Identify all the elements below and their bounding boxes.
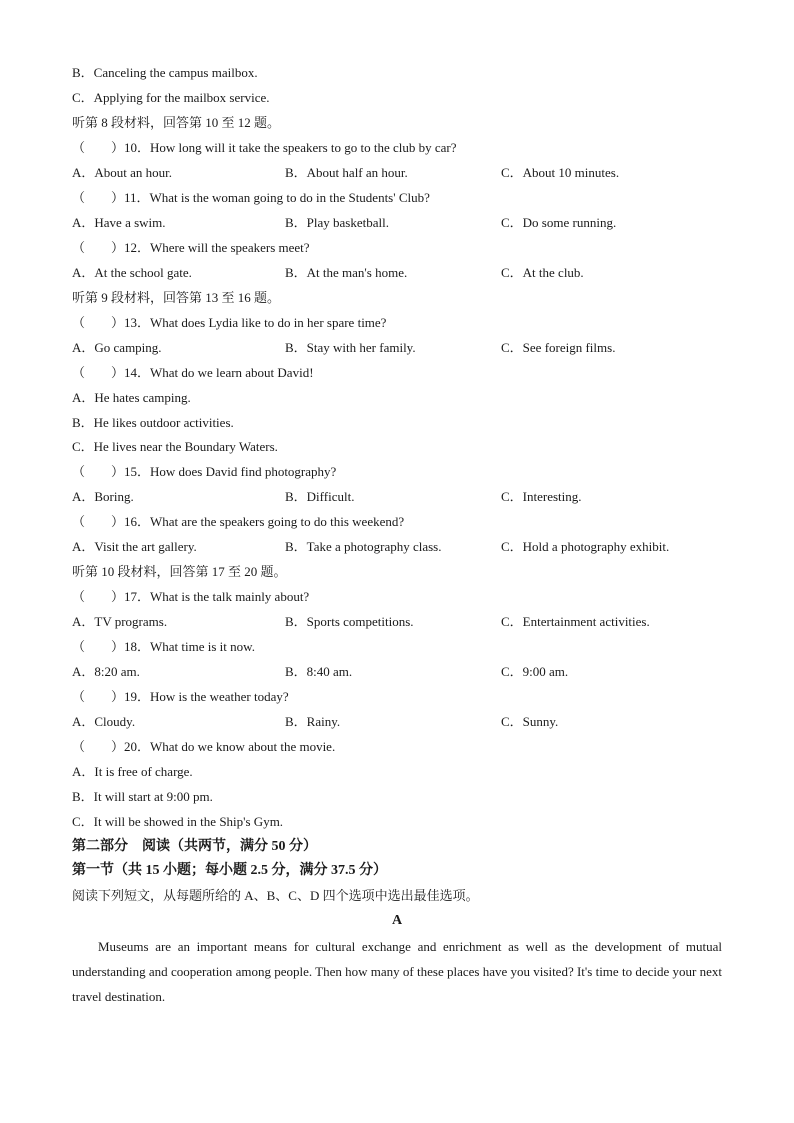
options-15 [72,487,722,507]
options-18 [72,662,722,682]
option-a: A．Have a swim. [72,215,166,230]
option-c: C．Entertainment activities. [501,614,650,629]
question-11: （ ）11．What is the woman going to do in the Students' Club? [72,190,430,205]
option-a: A．Cloudy. [72,714,136,729]
question-14: （ ）14．What do we learn about David! [72,365,314,380]
option-14a: A．He hates camping. [72,390,191,405]
options-16 [72,537,722,557]
passage-label: A [391,913,403,928]
question-10: （ ）10．How long will it take the speakers to go to the club by car? [72,140,457,155]
option-b: B．Stay with her family. [285,340,416,355]
option-a: A．8:20 am. [72,664,140,679]
option-c: C．About 10 minutes. [501,165,620,180]
question-16: （ ）16．What are the speakers going to do this weekend? [72,514,405,529]
option-b: B．At the man's home. [285,265,408,280]
question-18: （ ）18．What time is it now. [72,639,255,654]
option-20b: B．It will start at 9:00 pm. [72,789,213,804]
reading-instruction: 阅读下列短文，从每题所给的 A、B、C、D 四个选项中选出最佳选项。 [72,888,479,903]
part-heading: 第二部分 阅读（共两节，满分 50 分） [72,839,317,854]
option-line-9b: B．Canceling the campus mailbox. [72,65,258,80]
option-a: A．TV programs. [72,614,168,629]
section-instruction-8: 听第 8 段材料，回答第 10 至 12 题。 [72,115,281,130]
question-15: （ ）15．How does David find photography? [72,464,337,479]
option-a: A．About an hour. [72,165,173,180]
option-b: B．Rainy. [285,714,341,729]
option-c: C．Sunny. [501,714,559,729]
question-19: （ ）19．How is the weather today? [72,689,289,704]
options-19 [72,712,722,732]
option-c: C．Hold a photography exhibit. [501,539,670,554]
section-instruction-10: 听第 10 段材料，回答第 17 至 20 题。 [72,564,287,579]
section-instruction-9: 听第 9 段材料，回答第 13 至 16 题。 [72,290,281,305]
passage-paragraph: Museums are an important means for cultural exchange and enrichment as well as the development of mutual understanding and cooperation among people. Then how many of these places have you visited? It's time to decide your next travel destination. [72,939,722,1004]
option-b: B．About half an hour. [285,165,408,180]
option-20a: A．It is free of charge. [72,764,193,779]
option-a: A．At the school gate. [72,265,192,280]
option-c: C．At the club. [501,265,584,280]
question-20: （ ）20．What do we know about the movie. [72,739,336,754]
option-14b: B．He likes outdoor activities. [72,415,234,430]
option-14c: C．He lives near the Boundary Waters. [72,439,278,454]
options-13 [72,338,722,358]
options-11 [72,213,722,233]
options-10 [72,163,722,183]
option-b: B．Difficult. [285,489,355,504]
question-17: （ ）17．What is the talk mainly about? [72,589,310,604]
option-a: A．Boring. [72,489,134,504]
question-12: （ ）12．Where will the speakers meet? [72,240,310,255]
option-a: A．Visit the art gallery. [72,539,197,554]
option-c: C．Do some running. [501,215,617,230]
options-17 [72,612,722,632]
option-b: B．8:40 am. [285,664,353,679]
option-b: B．Sports competitions. [285,614,414,629]
option-b: B．Take a photography class. [285,539,442,554]
option-c: C．See foreign films. [501,340,616,355]
options-12 [72,263,722,283]
option-c: C．9:00 am. [501,664,569,679]
option-20c: C．It will be showed in the Ship's Gym. [72,814,284,829]
question-13: （ ）13．What does Lydia like to do in her spare time? [72,315,387,330]
option-a: A．Go camping. [72,340,162,355]
option-line-9c: C．Applying for the mailbox service. [72,90,270,105]
option-b: B．Play basketball. [285,215,389,230]
option-c: C．Interesting. [501,489,582,504]
section-heading: 第一节（共 15 小题；每小题 2.5 分，满分 37.5 分） [72,863,387,878]
